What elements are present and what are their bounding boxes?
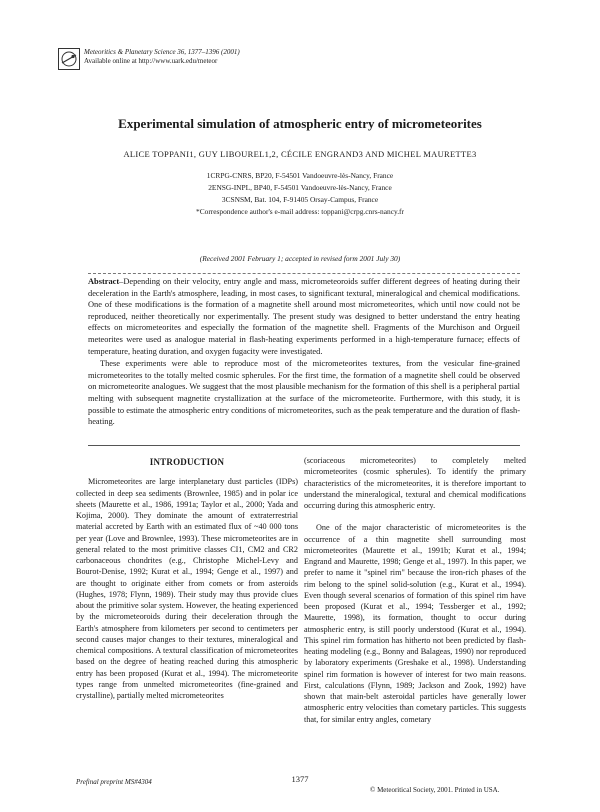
received-dates: (Received 2001 February 1; accepted in revised form 2001 July 30) bbox=[199, 254, 401, 263]
correspondence-email: *Correspondence author's e-mail address: toppani@crpg.cnrs-nancy.fr bbox=[196, 207, 404, 216]
right-column bbox=[304, 455, 526, 725]
abstract-paragraph-1 bbox=[88, 276, 520, 357]
copyright-notice: © Meteoritical Society, 2001. Printed in USA. bbox=[370, 786, 500, 794]
author-list: ALICE TOPPANI1, GUY LIBOUREL1,2, CÉCILE ENGRAND3 AND MICHEL MAURETTE3 bbox=[123, 149, 477, 159]
intro-paragraph-3: One of the major characteristic of micrometeorites is the occurrence of a thin magnetite shell surrounding most micrometeorites (Maurette et al., 1991b; Kurat et al., 1994; Engrand and Maurette, 1998; Genge et al., 1997). In this paper, we prefer to name it "spinel rim" because the iron-rich phases of the rim belong to the spinel solid-solution (e.g., Kurat et al., 1994). Even though several scenarios of formation of this spinel rim have been proposed (Kurat et al., 1994; Tessberger et al., 1992; Maurette, 1998), its formation, thought to occur during atmospheric entry, is still poorly understood (Kurat et al., 1994). This spinel rim formation has hitherto not been predicted by flash-heating modeling (e.g., Bonny and Balageas, 1990) nor reproduced by laboratory experiments (Greshake et al., 1998). Understanding spinel rim formation is however of interest for two main reasons. First, calculations (Flynn, 1989; Jackson and Zook, 1992) have shown that main-belt asteroidal particles have generally lower atmospheric entry velocities than cometary particles. This suggests that, for similar entry angles, cometary bbox=[304, 523, 526, 724]
journal-line-2: Available online at http://www.uark.edu/meteor bbox=[84, 57, 218, 65]
introduction-heading: INTRODUCTION bbox=[149, 457, 225, 467]
journal-logo-icon bbox=[58, 48, 80, 70]
preprint-label: Prefinal preprint MS#4304 bbox=[76, 778, 152, 786]
paper-title: Experimental simulation of atmospheric entry of micrometeorites bbox=[118, 116, 482, 131]
page-number: 1377 bbox=[291, 774, 309, 784]
affiliation-2: 2ENSG-INPL, BP40, F-54501 Vandoeuvre-lès-Nancy, France bbox=[208, 183, 392, 192]
abstract-paragraph-2: These experiments were able to reproduce most of the micrometeorites textures, from the vesicular fine-grained micrometeorites to the totally melted cosmic spherules. For the first time, the formation of a magnetite shell could be observed on micrometeorite analogues. We suggest that the most plausible mechanism for the formation of this shell is a peripheral partial melting with subsequent magnetite crystallization at the surface of the micrometeorite. Furthermore, with this study, it is possible to estimate the atmospheric entry conditions of micrometeorites, such as the peak temperature and the duration of flash-heating. bbox=[88, 359, 520, 427]
abstract-top-rule bbox=[88, 273, 520, 274]
abstract bbox=[88, 276, 520, 428]
intro-paragraph-2: (scoriaceous micrometeorites) to completely melted micrometeorites (cosmic spherules). To identify the primary characteristics of the micrometeorites, it is therefore important to understand the mineralogical, textural and chemical modifications occurring during this atmospheric entry. bbox=[304, 456, 526, 510]
abstract-bottom-rule bbox=[88, 445, 520, 446]
journal-citation bbox=[84, 48, 240, 66]
affiliation-3: 3CSNSM, Bat. 104, F-91405 Orsay-Campus, France bbox=[221, 195, 379, 204]
left-column bbox=[76, 455, 298, 701]
journal-line-1: Meteoritics & Planetary Science 36, 1377–1396 (2001) bbox=[84, 48, 240, 56]
intro-paragraph-1: Micrometeorites are large interplanetary dust particles (IDPs) collected in deep sea sediments (Brownlee, 1985) and in polar ice sheets (Maurette et al., 1986, 1991a; Taylor et al., 2000; Yada and Kojima, 2000). They dominate the amount of extraterrestrial material accreted by Earth with an estimated flux of ~40 000 tons per year (Love and Brownlee, 1993). These micrometeorites are in general related to the most primitive classes CI1, CM2 and CR2 carbonaceous chondrites (e.g., Christophe Michel-Levy and Bourot-Denise, 1992; Kurat et al., 1994; Genge et al., 1997) and are thought to originate either from comets or from asteroids (Hughes, 1978; Flynn, 1989). Their study may thus provide clues about the primitive solar system. However, the heating experienced by the micrometeoroids during their deceleration through the Earth's atmosphere from kilometers per second to centimeters per second causes major changes to their textures, mineralogical and chemical compositions. A textural classification of micrometeorites based on the degree of heating reached during this atmospheric entry has been proposed (Kurat et al., 1994). The micrometeorite types range from unmelted micrometeorites (fine-grained and crystalline), partially melted micrometeorites bbox=[76, 477, 298, 700]
affiliation-1: 1CRPG-CNRS, BP20, F-54501 Vandoeuvre-lès-Nancy, France bbox=[206, 171, 394, 180]
abstract-text-1: –Depending on their velocity, entry angle and mass, micrometeoroids suffer different degrees of heating during their deceleration in the Earth's atmosphere, leading, in most cases, to significant textural, mineralogical and chemical modifications. One of these modifications is the formation of a magnetite shell around most micrometeorites, which until now could not be reproduced, neither theoretically nor experimentally. The present study was designed to better understand the entry heating effects on micrometeorites and especially the formation of the magnetite shell. Fragments of the Murchison and Orgueil meteorites were used as analogue material in flash-heating experiments performed in a high-temperature furnace; effects of temperature, heating duration, and oxygen fugacity were investigated. bbox=[88, 277, 520, 356]
abstract-label: Abstract bbox=[88, 277, 120, 286]
